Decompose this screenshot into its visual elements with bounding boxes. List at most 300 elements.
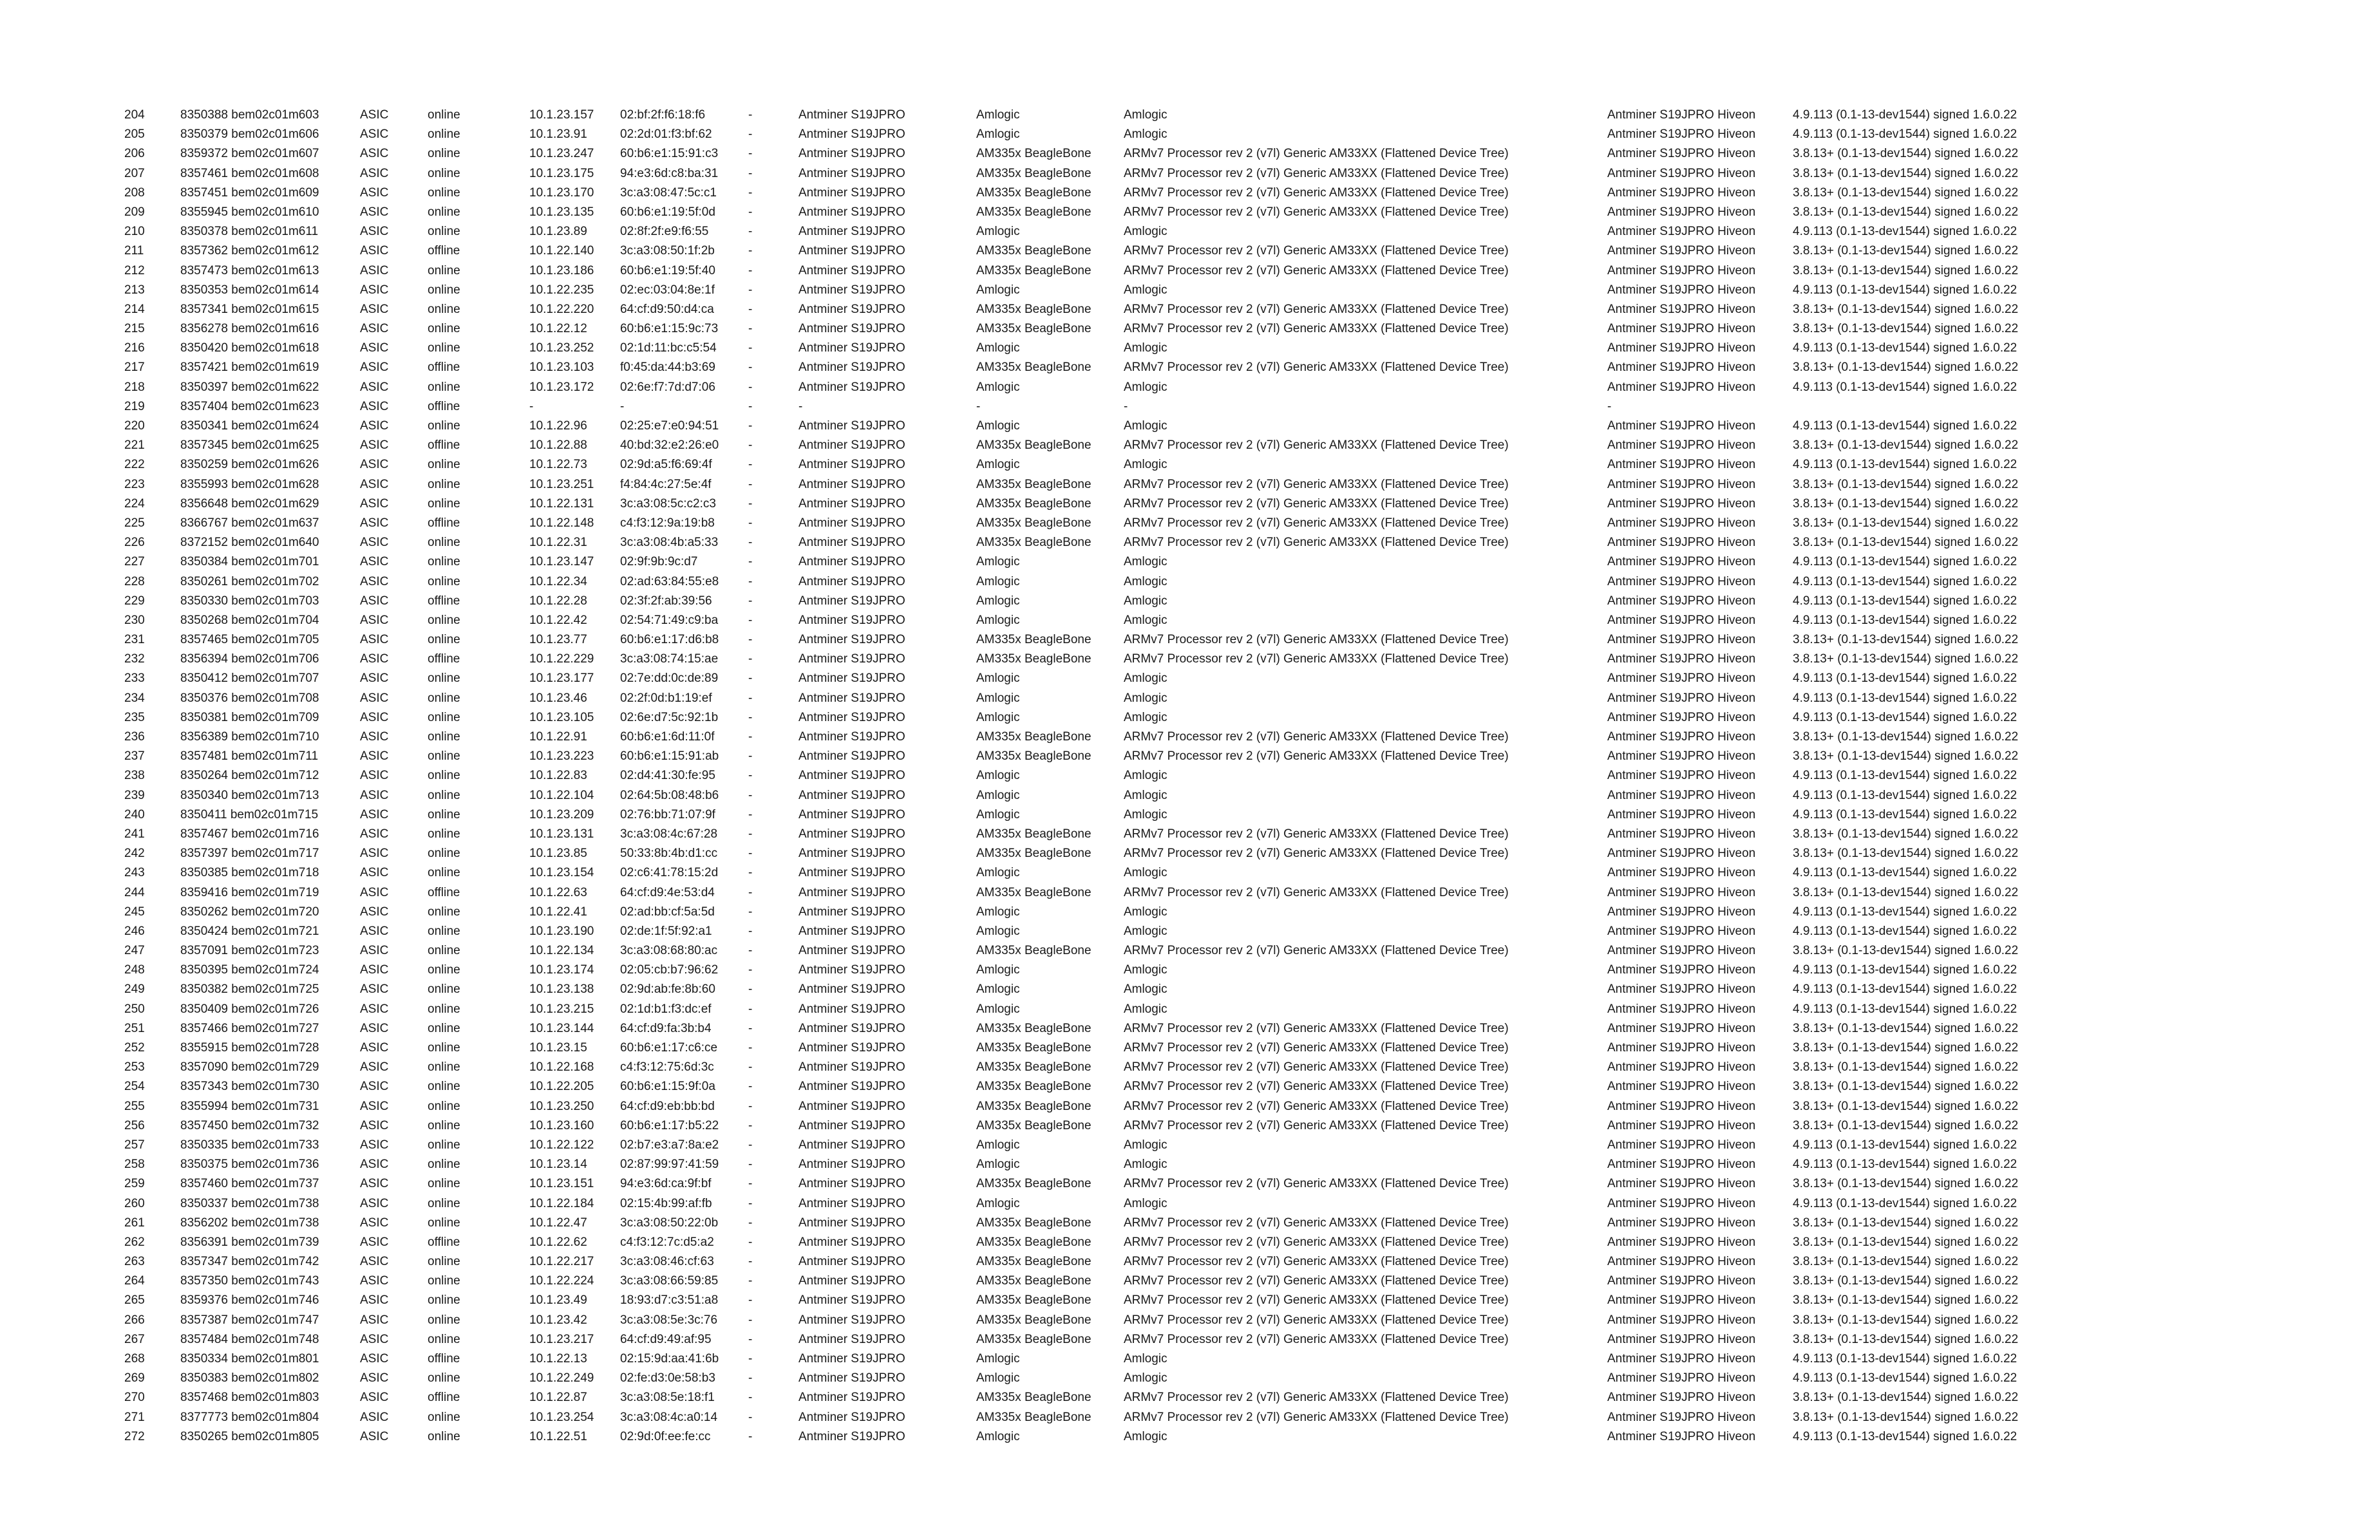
cell-board: AM335x BeagleBone — [976, 496, 1091, 511]
cell-cpu-info: ARMv7 Processor rev 2 (v7l) Generic AM33XX (Flattened Device Tree) — [1124, 652, 1509, 666]
cell-board: AM335x BeagleBone — [976, 1060, 1091, 1075]
table-row — [0, 1349, 2380, 1369]
table-row — [0, 941, 2380, 961]
table-row — [0, 378, 2380, 397]
cell-firmware-version: 4.9.113 (0.1-13-dev1544) signed 1.6.0.22 — [1793, 963, 2017, 977]
cell-status: online — [428, 380, 460, 394]
cell-device-id-name: 8357404 bem02c01m623 — [180, 399, 319, 413]
cell-row-number: 242 — [124, 847, 145, 861]
cell-row-number: 230 — [124, 613, 145, 627]
cell-mac-address: 60:b6:e1:15:9c:73 — [620, 322, 719, 336]
cell-board: AM335x BeagleBone — [976, 516, 1091, 530]
cell-model: Antminer S19JPRO — [798, 458, 905, 472]
cell-board: AM335x BeagleBone — [976, 361, 1091, 375]
cell-cpu-info: ARMv7 Processor rev 2 (v7l) Generic AM33XX (Flattened Device Tree) — [1124, 1293, 1509, 1308]
cell-row-number: 224 — [124, 496, 145, 511]
cell-status: online — [428, 322, 460, 336]
cell-device-type: ASIC — [360, 730, 389, 744]
cell-device-type: ASIC — [360, 905, 389, 919]
cell-ip-address: 10.1.22.131 — [529, 496, 594, 511]
cell-board: AM335x BeagleBone — [976, 1255, 1091, 1269]
cell-device-type: ASIC — [360, 613, 389, 627]
cell-firmware-version: 3.8.13+ (0.1-13-dev1544) signed 1.6.0.22 — [1793, 1235, 2019, 1249]
cell-firmware-version: 4.9.113 (0.1-13-dev1544) signed 1.6.0.22 — [1793, 788, 2017, 802]
cell-board: AM335x BeagleBone — [976, 1177, 1091, 1191]
cell-firmware-name: Antminer S19JPRO Hiveon — [1607, 536, 1756, 550]
cell-firmware-version: 3.8.13+ (0.1-13-dev1544) signed 1.6.0.22 — [1793, 633, 2019, 647]
table-row — [0, 417, 2380, 436]
cell-firmware-version: 4.9.113 (0.1-13-dev1544) signed 1.6.0.22 — [1793, 691, 2017, 705]
cell-firmware-name: Antminer S19JPRO Hiveon — [1607, 419, 1756, 433]
cell-device-type: ASIC — [360, 458, 389, 472]
cell-device-type: ASIC — [360, 1391, 389, 1405]
cell-cpu-info: Amlogic — [1124, 458, 1167, 472]
cell-device-type: ASIC — [360, 1060, 389, 1075]
table-row — [0, 825, 2380, 844]
table-row — [0, 494, 2380, 514]
cell-cpu-info: ARMv7 Processor rev 2 (v7l) Generic AM33XX (Flattened Device Tree) — [1124, 205, 1509, 219]
cell-status: offline — [428, 516, 460, 530]
cell-dash: - — [748, 1118, 753, 1132]
cell-dash: - — [748, 555, 753, 569]
cell-row-number: 222 — [124, 458, 145, 472]
cell-ip-address: 10.1.22.31 — [529, 536, 587, 550]
cell-board: Amlogic — [976, 1002, 1020, 1016]
cell-status: online — [428, 1274, 460, 1288]
cell-device-type: ASIC — [360, 166, 389, 180]
table-row — [0, 319, 2380, 339]
cell-board: AM335x BeagleBone — [976, 1216, 1091, 1230]
cell-cpu-info: ARMv7 Processor rev 2 (v7l) Generic AM33XX (Flattened Device Tree) — [1124, 1099, 1509, 1113]
cell-device-id-name: 8350378 bem02c01m611 — [180, 225, 319, 239]
cell-cpu-info: - — [1124, 399, 1128, 413]
cell-cpu-info: Amlogic — [1124, 574, 1167, 588]
cell-ip-address: 10.1.22.51 — [529, 1429, 587, 1443]
cell-firmware-version: 4.9.113 (0.1-13-dev1544) signed 1.6.0.22 — [1793, 1138, 2017, 1152]
cell-mac-address: 3c:a3:08:50:1f:2b — [620, 244, 715, 258]
cell-dash: - — [748, 749, 753, 764]
cell-cpu-info: ARMv7 Processor rev 2 (v7l) Generic AM33XX (Flattened Device Tree) — [1124, 496, 1509, 511]
cell-ip-address: 10.1.23.217 — [529, 1332, 594, 1346]
cell-device-id-name: 8350411 bem02c01m715 — [180, 807, 319, 822]
table-row — [0, 922, 2380, 941]
cell-board: Amlogic — [976, 788, 1020, 802]
cell-cpu-info: Amlogic — [1124, 108, 1167, 122]
cell-device-type: ASIC — [360, 225, 389, 239]
cell-cpu-info: ARMv7 Processor rev 2 (v7l) Generic AM33XX (Flattened Device Tree) — [1124, 302, 1509, 316]
cell-firmware-name: Antminer S19JPRO Hiveon — [1607, 438, 1756, 453]
table-row — [0, 611, 2380, 630]
cell-mac-address: 60:b6:e1:6d:11:0f — [620, 730, 715, 744]
cell-device-id-name: 8350412 bem02c01m707 — [180, 671, 319, 686]
cell-device-id-name: 8356202 bem02c01m738 — [180, 1216, 319, 1230]
cell-device-type: ASIC — [360, 1118, 389, 1132]
cell-device-id-name: 8357460 bem02c01m737 — [180, 1177, 319, 1191]
cell-firmware-name: Antminer S19JPRO Hiveon — [1607, 633, 1756, 647]
cell-board: Amlogic — [976, 769, 1020, 783]
cell-mac-address: 3c:a3:08:5c:c2:c3 — [620, 496, 716, 511]
cell-firmware-name: Antminer S19JPRO Hiveon — [1607, 1352, 1756, 1366]
cell-model: Antminer S19JPRO — [798, 438, 905, 453]
cell-mac-address: 02:6e:f7:7d:d7:06 — [620, 380, 715, 394]
cell-dash: - — [748, 1041, 753, 1055]
cell-mac-address: 60:b6:e1:15:91:ab — [620, 749, 719, 764]
cell-board: AM335x BeagleBone — [976, 322, 1091, 336]
cell-device-id-name: 8355945 bem02c01m610 — [180, 205, 319, 219]
cell-model: Antminer S19JPRO — [798, 1429, 905, 1443]
cell-device-id-name: 8357421 bem02c01m619 — [180, 361, 319, 375]
cell-dash: - — [748, 1158, 753, 1172]
cell-ip-address: 10.1.22.104 — [529, 788, 594, 802]
cell-cpu-info: Amlogic — [1124, 594, 1167, 608]
cell-mac-address: 60:b6:e1:17:c6:ce — [620, 1041, 718, 1055]
cell-board: AM335x BeagleBone — [976, 1332, 1091, 1346]
cell-model: Antminer S19JPRO — [798, 924, 905, 938]
cell-model: Antminer S19JPRO — [798, 341, 905, 355]
cell-model: Antminer S19JPRO — [798, 244, 905, 258]
cell-device-type: ASIC — [360, 847, 389, 861]
cell-mac-address: 64:cf:d9:eb:bb:bd — [620, 1099, 715, 1113]
cell-status: online — [428, 1255, 460, 1269]
cell-firmware-name: Antminer S19JPRO Hiveon — [1607, 847, 1756, 861]
cell-model: Antminer S19JPRO — [798, 1060, 905, 1075]
cell-firmware-version: 4.9.113 (0.1-13-dev1544) signed 1.6.0.22 — [1793, 380, 2017, 394]
cell-cpu-info: Amlogic — [1124, 283, 1167, 297]
cell-dash: - — [748, 691, 753, 705]
cell-cpu-info: Amlogic — [1124, 1196, 1167, 1210]
cell-board: AM335x BeagleBone — [976, 1313, 1091, 1327]
cell-model: Antminer S19JPRO — [798, 1274, 905, 1288]
cell-mac-address: 50:33:8b:4b:d1:cc — [620, 847, 718, 861]
cell-cpu-info: Amlogic — [1124, 613, 1167, 627]
cell-firmware-version: 3.8.13+ (0.1-13-dev1544) signed 1.6.0.22 — [1793, 827, 2019, 841]
cell-status: offline — [428, 438, 460, 453]
cell-mac-address: 60:b6:e1:15:91:c3 — [620, 147, 719, 161]
cell-firmware-version: 4.9.113 (0.1-13-dev1544) signed 1.6.0.22 — [1793, 769, 2017, 783]
cell-firmware-name: Antminer S19JPRO Hiveon — [1607, 458, 1756, 472]
cell-cpu-info: Amlogic — [1124, 1002, 1167, 1016]
cell-device-type: ASIC — [360, 1429, 389, 1443]
table-row — [0, 650, 2380, 669]
cell-status: online — [428, 341, 460, 355]
cell-cpu-info: Amlogic — [1124, 380, 1167, 394]
cell-cpu-info: ARMv7 Processor rev 2 (v7l) Generic AM33XX (Flattened Device Tree) — [1124, 730, 1509, 744]
cell-board: Amlogic — [976, 924, 1020, 938]
cell-cpu-info: ARMv7 Processor rev 2 (v7l) Generic AM33XX (Flattened Device Tree) — [1124, 1021, 1509, 1035]
cell-ip-address: 10.1.23.172 — [529, 380, 594, 394]
cell-status: online — [428, 749, 460, 764]
cell-dash: - — [748, 302, 753, 316]
cell-firmware-name: Antminer S19JPRO Hiveon — [1607, 671, 1756, 686]
table-row — [0, 125, 2380, 144]
cell-model: Antminer S19JPRO — [798, 477, 905, 491]
table-row — [0, 339, 2380, 358]
cell-cpu-info: ARMv7 Processor rev 2 (v7l) Generic AM33XX (Flattened Device Tree) — [1124, 944, 1509, 958]
cell-firmware-name: Antminer S19JPRO Hiveon — [1607, 477, 1756, 491]
cell-row-number: 255 — [124, 1099, 145, 1113]
cell-cpu-info: ARMv7 Processor rev 2 (v7l) Generic AM33XX (Flattened Device Tree) — [1124, 1274, 1509, 1288]
cell-device-type: ASIC — [360, 1196, 389, 1210]
cell-status: offline — [428, 885, 460, 899]
cell-firmware-name: Antminer S19JPRO Hiveon — [1607, 1274, 1756, 1288]
cell-firmware-name: Antminer S19JPRO Hiveon — [1607, 1429, 1756, 1443]
cell-firmware-version: 4.9.113 (0.1-13-dev1544) signed 1.6.0.22 — [1793, 225, 2017, 239]
cell-board: Amlogic — [976, 127, 1020, 142]
table-row — [0, 1116, 2380, 1136]
cell-board: AM335x BeagleBone — [976, 1118, 1091, 1132]
cell-device-id-name: 8356394 bem02c01m706 — [180, 652, 319, 666]
cell-board: AM335x BeagleBone — [976, 944, 1091, 958]
cell-ip-address: 10.1.22.134 — [529, 944, 594, 958]
cell-status: online — [428, 1002, 460, 1016]
table-row — [0, 1291, 2380, 1310]
cell-firmware-name: Antminer S19JPRO Hiveon — [1607, 225, 1756, 239]
cell-device-id-name: 8356391 bem02c01m739 — [180, 1235, 319, 1249]
cell-mac-address: 94:e3:6d:c8:ba:31 — [620, 166, 719, 180]
cell-status: offline — [428, 1235, 460, 1249]
cell-device-id-name: 8350424 bem02c01m721 — [180, 924, 319, 938]
cell-model: Antminer S19JPRO — [798, 1099, 905, 1113]
cell-device-id-name: 8350381 bem02c01m709 — [180, 710, 319, 724]
cell-dash: - — [748, 885, 753, 899]
cell-firmware-version: 4.9.113 (0.1-13-dev1544) signed 1.6.0.22 — [1793, 1196, 2017, 1210]
cell-status: online — [428, 1041, 460, 1055]
cell-firmware-name: Antminer S19JPRO Hiveon — [1607, 1371, 1756, 1385]
cell-device-id-name: 8357468 bem02c01m803 — [180, 1391, 319, 1405]
cell-mac-address: f0:45:da:44:b3:69 — [620, 361, 715, 375]
cell-mac-address: c4:f3:12:7c:d5:a2 — [620, 1235, 714, 1249]
cell-ip-address: 10.1.23.91 — [529, 127, 587, 142]
cell-device-id-name: 8355993 bem02c01m628 — [180, 477, 319, 491]
cell-status: online — [428, 982, 460, 997]
cell-firmware-version: 3.8.13+ (0.1-13-dev1544) signed 1.6.0.22 — [1793, 1216, 2019, 1230]
cell-row-number: 214 — [124, 302, 145, 316]
cell-ip-address: 10.1.23.89 — [529, 225, 587, 239]
cell-dash: - — [748, 613, 753, 627]
cell-device-id-name: 8357450 bem02c01m732 — [180, 1118, 319, 1132]
cell-dash: - — [748, 788, 753, 802]
table-row — [0, 1214, 2380, 1233]
cell-firmware-version: 3.8.13+ (0.1-13-dev1544) signed 1.6.0.22 — [1793, 536, 2019, 550]
cell-device-type: ASIC — [360, 1041, 389, 1055]
cell-dash: - — [748, 1410, 753, 1424]
cell-board: AM335x BeagleBone — [976, 652, 1091, 666]
cell-cpu-info: Amlogic — [1124, 905, 1167, 919]
cell-firmware-version: 4.9.113 (0.1-13-dev1544) signed 1.6.0.22 — [1793, 1371, 2017, 1385]
cell-row-number: 267 — [124, 1332, 145, 1346]
cell-firmware-version: 3.8.13+ (0.1-13-dev1544) signed 1.6.0.22 — [1793, 1410, 2019, 1424]
cell-mac-address: 02:3f:2f:ab:39:56 — [620, 594, 712, 608]
cell-ip-address: 10.1.23.175 — [529, 166, 594, 180]
cell-mac-address: 02:64:5b:08:48:b6 — [620, 788, 719, 802]
cell-board: AM335x BeagleBone — [976, 730, 1091, 744]
cell-status: online — [428, 1293, 460, 1308]
cell-dash: - — [748, 1255, 753, 1269]
cell-device-type: ASIC — [360, 496, 389, 511]
cell-model: Antminer S19JPRO — [798, 749, 905, 764]
cell-model: - — [798, 399, 803, 413]
cell-board: Amlogic — [976, 574, 1020, 588]
cell-device-type: ASIC — [360, 1002, 389, 1016]
cell-row-number: 234 — [124, 691, 145, 705]
cell-firmware-version: 3.8.13+ (0.1-13-dev1544) signed 1.6.0.22 — [1793, 847, 2019, 861]
cell-status: offline — [428, 1352, 460, 1366]
cell-model: Antminer S19JPRO — [798, 847, 905, 861]
cell-device-id-name: 8350259 bem02c01m626 — [180, 458, 319, 472]
cell-ip-address: 10.1.22.205 — [529, 1080, 594, 1094]
cell-ip-address: 10.1.23.215 — [529, 1002, 594, 1016]
cell-mac-address: 60:b6:e1:19:5f:40 — [620, 263, 715, 277]
cell-cpu-info: ARMv7 Processor rev 2 (v7l) Generic AM33XX (Flattened Device Tree) — [1124, 1332, 1509, 1346]
cell-model: Antminer S19JPRO — [798, 1216, 905, 1230]
cell-ip-address: 10.1.23.174 — [529, 963, 594, 977]
cell-mac-address: 02:9d:0f:ee:fe:cc — [620, 1429, 711, 1443]
cell-board: AM335x BeagleBone — [976, 147, 1091, 161]
cell-ip-address: 10.1.22.249 — [529, 1371, 594, 1385]
cell-cpu-info: ARMv7 Processor rev 2 (v7l) Generic AM33XX (Flattened Device Tree) — [1124, 322, 1509, 336]
cell-device-id-name: 8350340 bem02c01m713 — [180, 788, 319, 802]
cell-cpu-info: Amlogic — [1124, 419, 1167, 433]
cell-device-id-name: 8350420 bem02c01m618 — [180, 341, 319, 355]
cell-mac-address: 02:ad:63:84:55:e8 — [620, 574, 719, 588]
cell-device-id-name: 8357461 bem02c01m608 — [180, 166, 319, 180]
cell-model: Antminer S19JPRO — [798, 205, 905, 219]
cell-cpu-info: Amlogic — [1124, 341, 1167, 355]
cell-firmware-name: Antminer S19JPRO Hiveon — [1607, 710, 1756, 724]
table-row — [0, 980, 2380, 999]
cell-model: Antminer S19JPRO — [798, 283, 905, 297]
cell-mac-address: 64:cf:d9:50:d4:ca — [620, 302, 714, 316]
table-row — [0, 844, 2380, 863]
cell-dash: - — [748, 1138, 753, 1152]
table-row — [0, 222, 2380, 241]
cell-firmware-name: Antminer S19JPRO Hiveon — [1607, 730, 1756, 744]
cell-ip-address: 10.1.22.13 — [529, 1352, 587, 1366]
cell-dash: - — [748, 438, 753, 453]
cell-board: Amlogic — [976, 1352, 1020, 1366]
table-row — [0, 728, 2380, 747]
cell-ip-address: 10.1.23.154 — [529, 866, 594, 880]
cell-device-id-name: 8357484 bem02c01m748 — [180, 1332, 319, 1346]
cell-device-id-name: 8357387 bem02c01m747 — [180, 1313, 319, 1327]
cell-firmware-name: Antminer S19JPRO Hiveon — [1607, 361, 1756, 375]
cell-status: online — [428, 1429, 460, 1443]
cell-row-number: 269 — [124, 1371, 145, 1385]
cell-mac-address: 60:b6:e1:17:b5:22 — [620, 1118, 719, 1132]
cell-model: Antminer S19JPRO — [798, 322, 905, 336]
cell-device-id-name: 8357451 bem02c01m609 — [180, 185, 319, 200]
cell-status: online — [428, 283, 460, 297]
cell-model: Antminer S19JPRO — [798, 691, 905, 705]
cell-model: Antminer S19JPRO — [798, 652, 905, 666]
cell-dash: - — [748, 1352, 753, 1366]
cell-row-number: 236 — [124, 730, 145, 744]
table-row — [0, 1311, 2380, 1330]
table-row — [0, 183, 2380, 203]
cell-ip-address: 10.1.23.49 — [529, 1293, 587, 1308]
cell-mac-address: 02:c6:41:78:15:2d — [620, 866, 719, 880]
cell-firmware-name: Antminer S19JPRO Hiveon — [1607, 1158, 1756, 1172]
table-row — [0, 961, 2380, 980]
cell-cpu-info: ARMv7 Processor rev 2 (v7l) Generic AM33XX (Flattened Device Tree) — [1124, 1060, 1509, 1075]
cell-device-type: ASIC — [360, 185, 389, 200]
cell-row-number: 216 — [124, 341, 145, 355]
cell-board: Amlogic — [976, 419, 1020, 433]
cell-firmware-version: 3.8.13+ (0.1-13-dev1544) signed 1.6.0.22 — [1793, 477, 2019, 491]
cell-firmware-version: 4.9.113 (0.1-13-dev1544) signed 1.6.0.22 — [1793, 905, 2017, 919]
table-row — [0, 1000, 2380, 1019]
cell-model: Antminer S19JPRO — [798, 361, 905, 375]
cell-firmware-version: 3.8.13+ (0.1-13-dev1544) signed 1.6.0.22 — [1793, 166, 2019, 180]
cell-row-number: 225 — [124, 516, 145, 530]
cell-board: Amlogic — [976, 594, 1020, 608]
cell-row-number: 266 — [124, 1313, 145, 1327]
cell-ip-address: 10.1.22.62 — [529, 1235, 587, 1249]
cell-row-number: 212 — [124, 263, 145, 277]
cell-status: online — [428, 147, 460, 161]
cell-device-type: ASIC — [360, 652, 389, 666]
cell-device-id-name: 8357345 bem02c01m625 — [180, 438, 319, 453]
table-row — [0, 1155, 2380, 1174]
cell-firmware-name: Antminer S19JPRO Hiveon — [1607, 1060, 1756, 1075]
cell-cpu-info: Amlogic — [1124, 963, 1167, 977]
cell-status: online — [428, 419, 460, 433]
cell-firmware-name: Antminer S19JPRO Hiveon — [1607, 1099, 1756, 1113]
cell-mac-address: 02:15:9d:aa:41:6b — [620, 1352, 719, 1366]
cell-cpu-info: ARMv7 Processor rev 2 (v7l) Generic AM33XX (Flattened Device Tree) — [1124, 147, 1509, 161]
table-row — [0, 572, 2380, 592]
cell-board: Amlogic — [976, 807, 1020, 822]
cell-mac-address: 02:7e:dd:0c:de:89 — [620, 671, 719, 686]
cell-device-type: ASIC — [360, 1293, 389, 1308]
cell-firmware-name: Antminer S19JPRO Hiveon — [1607, 866, 1756, 880]
cell-ip-address: 10.1.23.251 — [529, 477, 594, 491]
cell-status: online — [428, 1080, 460, 1094]
cell-board: Amlogic — [976, 458, 1020, 472]
cell-device-type: ASIC — [360, 147, 389, 161]
cell-firmware-version: 3.8.13+ (0.1-13-dev1544) signed 1.6.0.22 — [1793, 1313, 2019, 1327]
table-row — [0, 1369, 2380, 1388]
cell-model: Antminer S19JPRO — [798, 496, 905, 511]
table-row — [0, 1233, 2380, 1252]
cell-device-type: ASIC — [360, 1021, 389, 1035]
cell-row-number: 229 — [124, 594, 145, 608]
cell-firmware-version: 4.9.113 (0.1-13-dev1544) signed 1.6.0.22 — [1793, 671, 2017, 686]
cell-mac-address: 64:cf:d9:49:af:95 — [620, 1332, 712, 1346]
cell-dash: - — [748, 166, 753, 180]
cell-board: Amlogic — [976, 1371, 1020, 1385]
cell-board: Amlogic — [976, 710, 1020, 724]
cell-cpu-info: ARMv7 Processor rev 2 (v7l) Generic AM33XX (Flattened Device Tree) — [1124, 438, 1509, 453]
cell-firmware-name: Antminer S19JPRO Hiveon — [1607, 147, 1756, 161]
cell-row-number: 256 — [124, 1118, 145, 1132]
cell-board: Amlogic — [976, 1429, 1020, 1443]
cell-status: online — [428, 710, 460, 724]
cell-cpu-info: ARMv7 Processor rev 2 (v7l) Generic AM33XX (Flattened Device Tree) — [1124, 1235, 1509, 1249]
cell-row-number: 263 — [124, 1255, 145, 1269]
cell-device-type: ASIC — [360, 963, 389, 977]
cell-model: Antminer S19JPRO — [798, 1177, 905, 1191]
cell-device-id-name: 8350384 bem02c01m701 — [180, 555, 319, 569]
cell-row-number: 235 — [124, 710, 145, 724]
cell-row-number: 221 — [124, 438, 145, 453]
cell-firmware-version: 3.8.13+ (0.1-13-dev1544) signed 1.6.0.22 — [1793, 1274, 2019, 1288]
cell-device-type: ASIC — [360, 1158, 389, 1172]
cell-firmware-name: Antminer S19JPRO Hiveon — [1607, 322, 1756, 336]
cell-firmware-name: Antminer S19JPRO Hiveon — [1607, 691, 1756, 705]
cell-device-type: ASIC — [360, 827, 389, 841]
cell-status: online — [428, 1313, 460, 1327]
